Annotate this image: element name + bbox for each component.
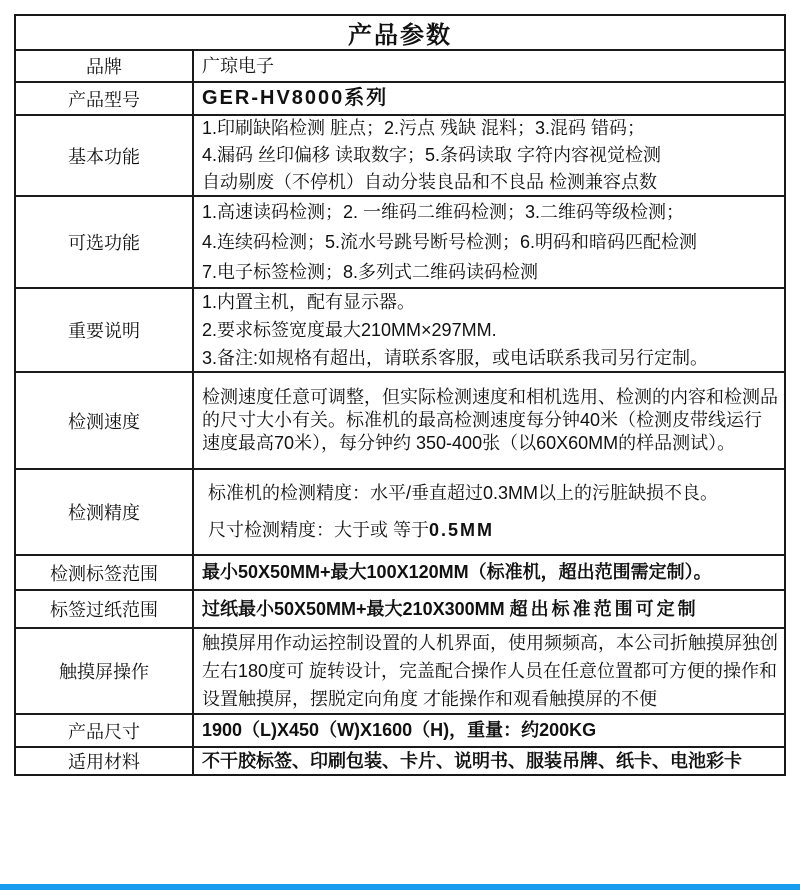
row-label-range bbox=[16, 554, 784, 589]
important-notes-line: 1.内置主机，配有显示器。 bbox=[202, 292, 416, 312]
materials-value: 不干胶标签、印刷包装、卡片、说明书、服装吊牌、纸卡、电池彩卡 bbox=[202, 750, 742, 771]
touchscreen-value: 触摸屏用作动运控制设置的人机界面，使用频频高，本公司折触摸屏独创左右180度可 旋转设计，完盖配合操作人员在任意位置都可方便的操作和设置触摸屏，摆脱定向角度 才能操作和观看触摸屏的不便 bbox=[202, 633, 778, 709]
optional-functions-value bbox=[194, 197, 784, 287]
detection-speed-label: 检测速度 bbox=[16, 373, 194, 468]
optional-functions-line: 7.电子标签检测；8.多列式二维码读码检测 bbox=[202, 262, 539, 282]
row-brand bbox=[16, 49, 784, 81]
important-notes-label: 重要说明 bbox=[16, 289, 194, 371]
important-notes-line: 2.要求标签宽度最大210MM×297MM. bbox=[202, 320, 497, 340]
paper-range-line bbox=[202, 596, 778, 623]
model-label: 产品型号 bbox=[16, 83, 194, 114]
detection-accuracy-value bbox=[194, 470, 784, 554]
accuracy-line2-bold-value: 0.5MM bbox=[429, 520, 495, 540]
basic-functions-value bbox=[194, 116, 784, 195]
optional-functions-line: 1.高速读码检测；2. 一维码二维码检测；3.二维码等级检测； bbox=[202, 202, 685, 222]
optional-functions-line: 4.连续码检测；5.流水号跳号断号检测；6.明码和暗码匹配检测 bbox=[202, 232, 698, 252]
row-detection-speed bbox=[16, 371, 784, 468]
row-paper-range bbox=[16, 589, 784, 627]
dimensions-label: 产品尺寸 bbox=[16, 715, 194, 746]
detection-speed-value: 检测速度任意可调整，但实际检测速度和相机选用、检测的内容和检测品的尺寸大小有关。标准机的最高检测速度每分钟40米（检测皮带线运行速度最高70米），每分钟约 350-400张（以60X60MM的样品测试）。 bbox=[202, 387, 778, 453]
touchscreen-label: 触摸屏操作 bbox=[16, 629, 194, 713]
row-important-notes bbox=[16, 287, 784, 371]
bottom-accent-bar bbox=[0, 884, 800, 890]
paper-range-text: 过纸最小50X50MM+最大210X300MM bbox=[202, 598, 510, 619]
model-value: GER-HV8000系列 bbox=[202, 87, 389, 109]
brand-label: 品牌 bbox=[16, 51, 194, 81]
materials-label: 适用材料 bbox=[16, 748, 194, 774]
row-model bbox=[16, 81, 784, 114]
optional-functions-label: 可选功能 bbox=[16, 197, 194, 287]
accuracy-line2-text: 尺寸检测精度：大于或 等于 bbox=[208, 520, 429, 540]
detection-accuracy-label: 检测精度 bbox=[16, 470, 194, 554]
basic-functions-line: 1.印刷缺陷检测 脏点；2.污点 残缺 混料；3.混码 错码； bbox=[202, 118, 646, 138]
basic-functions-line: 4.漏码 丝印偏移 读取数字；5.条码读取 字符内容视觉检测 bbox=[202, 145, 662, 165]
dimensions-value: 1900（L)X450（W)X1600（H)，重量：约200KG bbox=[202, 720, 597, 740]
detection-accuracy-line bbox=[208, 512, 778, 549]
important-notes-value bbox=[194, 289, 784, 371]
row-basic-functions bbox=[16, 114, 784, 195]
table-title: 产品参数 bbox=[348, 22, 452, 49]
row-optional-functions bbox=[16, 195, 784, 287]
row-materials bbox=[16, 746, 784, 774]
detection-accuracy-line: 标准机的检测精度：水平/垂直超过0.3MM以上的污脏缺损不良。 bbox=[208, 483, 719, 503]
label-range-label: 检测标签范围 bbox=[16, 556, 194, 589]
basic-functions-label: 基本功能 bbox=[16, 116, 194, 195]
row-touchscreen bbox=[16, 627, 784, 713]
paper-range-value bbox=[194, 591, 784, 627]
basic-functions-line: 自动剔废（不停机）自动分装良品和不良品 检测兼容点数 bbox=[202, 172, 657, 192]
paper-range-bold-tail: 超出标准范围可定制 bbox=[509, 598, 699, 619]
paper-range-label: 标签过纸范围 bbox=[16, 591, 194, 627]
brand-value: 广琼电子 bbox=[202, 55, 274, 76]
important-notes-line: 3.备注:如规格有超出，请联系客服，或电话联系我司另行定制。 bbox=[202, 348, 709, 368]
row-detection-accuracy bbox=[16, 468, 784, 554]
row-dimensions bbox=[16, 713, 784, 746]
product-spec-table bbox=[14, 14, 786, 776]
label-range-value: 最小50X50MM+最大100X120MM（标准机，超出范围需定制）。 bbox=[202, 562, 712, 582]
